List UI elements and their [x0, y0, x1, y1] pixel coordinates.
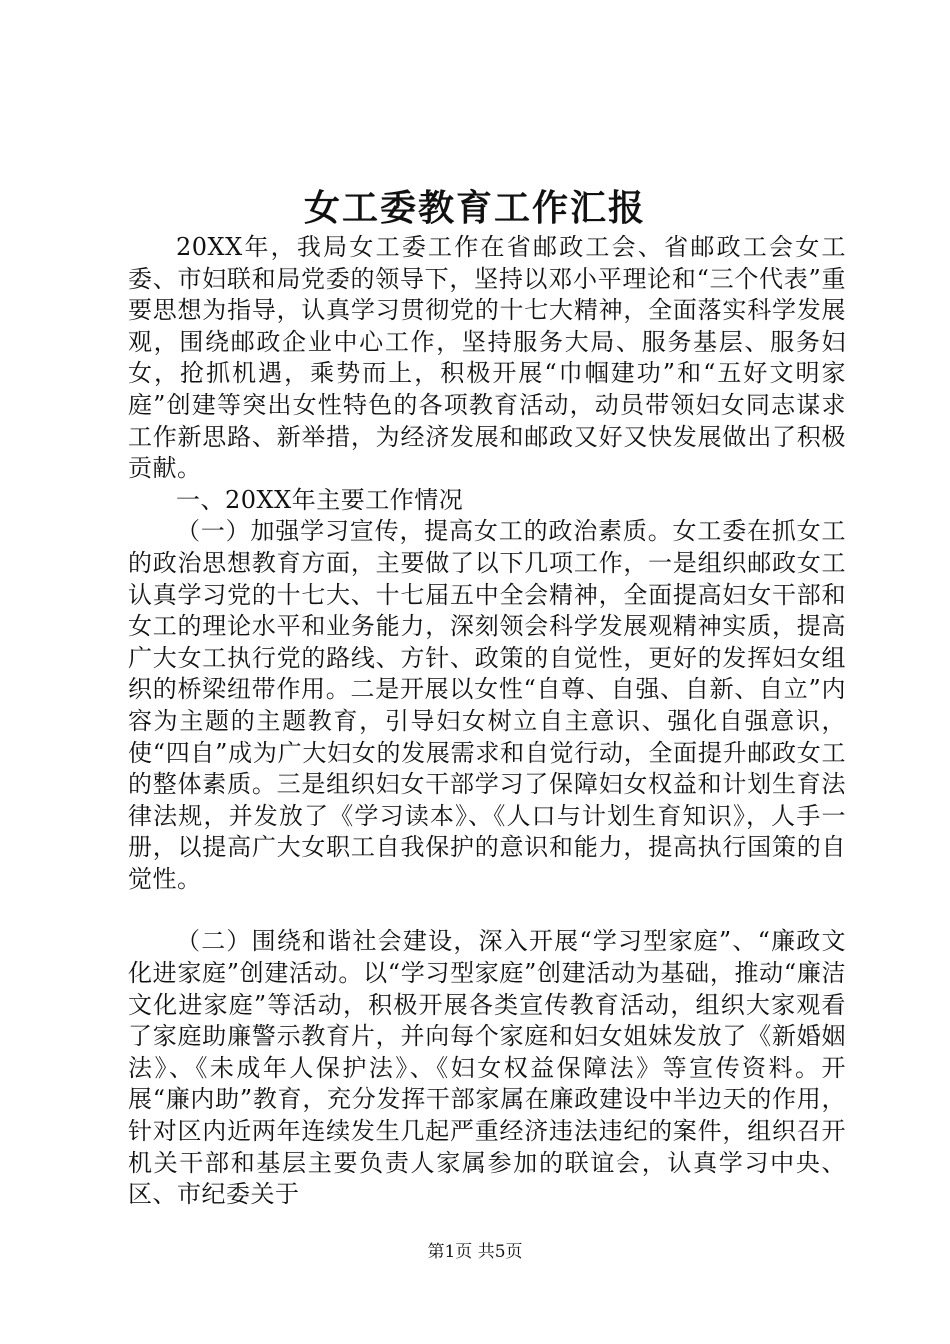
document-title: 女工委教育工作汇报: [303, 187, 646, 229]
section-paragraph-1: （一）加强学习宣传，提高女工的政治素质。女工委在抓女工的政治思想教育方面，主要做了以下几项工作，一是组织邮政女工认真学习党的十七大、十七届五中全会精神，全面提高妇女干部和女工的理论水平和业务能力，深刻领会科学发展观精神实质，提高广大女工执行党的路线、方针、政策的自觉性，更好的发挥妇女组织的桥梁纽带作用。二是开展以女性“自尊、自强、自新、自立”内容为主题的主题教育，引导妇女树立自主意识、强化自强意识，使“四自”成为广大妇女的发展需求和自觉行动，全面提升邮政女工的整体素质。三是组织妇女干部学习了保障妇女权益和计划生育法律法规，并发放了《学习读本》、《人口与计划生育知识》，人手一册，以提高广大女职工自我保护的意识和能力，提高执行国策的自觉性。: [128, 517, 846, 893]
document-body: [128, 232, 846, 1211]
section-paragraph-2: （二）围绕和谐社会建设，深入开展“学习型家庭”、“廉政文化进家庭”创建活动。以“学习型家庭”创建活动为基础，推动“廉洁文化进家庭”等活动，积极开展各类宣传教育活动，组织大家观看了家庭助廉警示教育片，并向每个家庭和妇女姐妹发放了《新婚姻法》、《未成年人保护法》、《妇女权益保障法》等宣传资料。开展“廉内助”教育，充分发挥干部家属在廉政建设中半边天的作用，针对区内近两年连续发生几起严重经济违法违纪的案件，组织召开机关干部和基层主要负责人家属参加的联谊会，认真学习中央、区、市纪委关于: [128, 927, 846, 1209]
intro-paragraph: 20XX年，我局女工委工作在省邮政工会、省邮政工会女工委、市妇联和局党委的领导下，坚持以邓小平理论和“三个代表”重要思想为指导，认真学习贯彻党的十七大精神，全面落实科学发展观，围绕邮政企业中心工作，坚持服务大局、服务基层、服务妇女，抢抓机遇，乘势而上，积极开展“巾帼建功”和“五好文明家庭”创建等突出女性特色的各项教育活动，动员带领妇女同志谋求工作新思路、新举措，为经济发展和邮政又好又快发展做出了积极贡献。: [128, 233, 846, 483]
page-footer: 第1页 共5页: [427, 1242, 523, 1262]
section-heading: 一、20XX年主要工作情况: [176, 485, 464, 514]
